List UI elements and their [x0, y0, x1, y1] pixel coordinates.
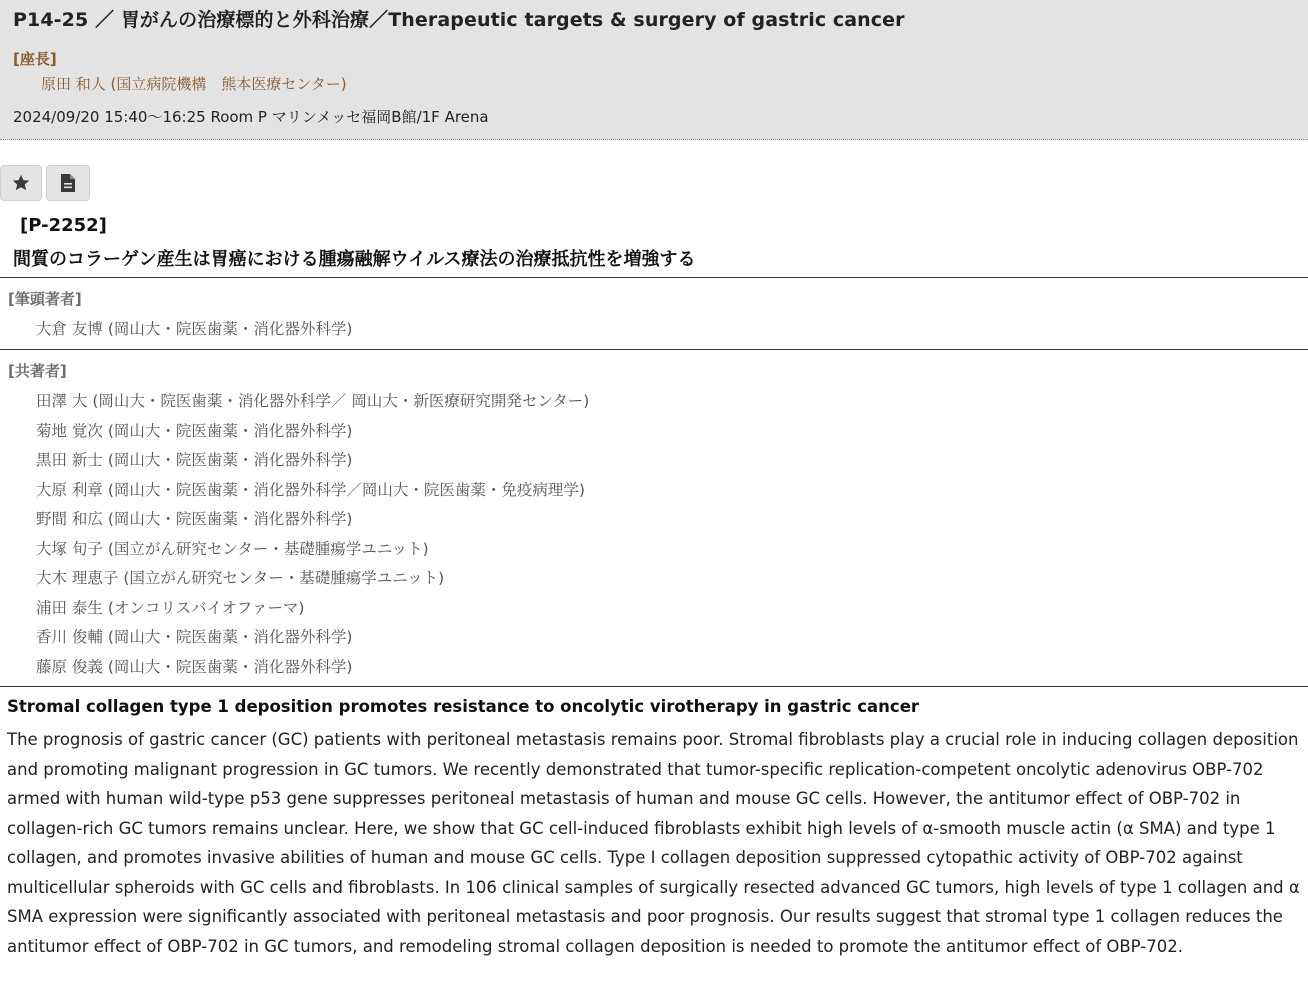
- coauthors-label: [共著者]: [8, 362, 67, 380]
- coauthor-item: 大原 利章 (岡山大・院医歯薬・消化器外科学／岡山大・院医歯薬・免疫病理学): [36, 480, 585, 499]
- poster-title: 間質のコラーゲン産生は胃癌における腫瘍融解ウイルス療法の治療抵抗性を増強する: [13, 249, 696, 270]
- chair-name: 原田 和人 (国立病院機構 熊本医療センター): [41, 75, 347, 93]
- coauthor-item: 浦田 泰生 (オンコリスバイオファーマ): [36, 598, 305, 617]
- coauthor-item: 野間 和広 (岡山大・院医歯薬・消化器外科学): [36, 510, 353, 528]
- document-button[interactable]: [46, 165, 90, 201]
- session-datetime: 2024/09/20 15:40～16:25 Room P マリンメッセ福岡B館/1F Arena: [13, 108, 489, 126]
- divider: [0, 277, 1308, 278]
- favorite-button[interactable]: [0, 165, 42, 201]
- coauthor-item: 香川 俊輔 (岡山大・院医歯薬・消化器外科学): [36, 628, 353, 646]
- coauthor-item: 藤原 俊義 (岡山大・院医歯薬・消化器外科学): [36, 657, 353, 676]
- divider: [0, 686, 1308, 687]
- document-icon: [60, 173, 76, 193]
- poster-id: [P-2252]: [20, 215, 107, 236]
- coauthor-item: 菊地 覚次 (岡山大・院医歯薬・消化器外科学): [36, 421, 353, 440]
- divider: [0, 349, 1308, 350]
- first-author-name: 大倉 友博 (岡山大・院医歯薬・消化器外科学): [36, 320, 353, 338]
- coauthor-item: 黒田 新士 (岡山大・院医歯薬・消化器外科学): [36, 451, 353, 469]
- session-header: [0, 0, 1308, 140]
- abstract-title: Stromal collagen type 1 deposition promotes resistance to oncolytic virotherapy in gastric cancer: [7, 697, 920, 716]
- first-author-label: [筆頭著者]: [8, 290, 82, 308]
- abstract-body: The prognosis of gastric cancer (GC) patients with peritoneal metastasis remains poor. Stromal fibroblasts play a crucial role in inducing collagen deposition and promoting malignant progression in GC tumors. We recently demonstrated that tumor-specific replication-competent oncolytic adenovirus OBP-702 armed with human wild-type p53 gene suppresses peritoneal metastasis of human and mouse GC cells. However, the antitumor effect of OBP-702 in collagen-rich GC tumors remains unclear. Here, we show that GC cell-induced fibroblasts exhibit high levels of α-smooth muscle actin (α SMA) and type 1 collagen, and promotes invasive abilities of human and mouse GC cells. Type I collagen deposition suppressed cytopathic activity of OBP-702 against multicellular spheroids with GC cells and fibroblasts. In 106 clinical samples of surgically resected advanced GC tumors, high levels of type 1 collagen and α SMA expression were significantly associated with peritoneal metastasis and poor prognosis. Our results suggest that stromal type 1 collagen reduces the antitumor effect of OBP-702 in GC tumors, and remodeling stromal collagen deposition is needed to promote the antitumor effect of OBP-702.: [7, 730, 1300, 956]
- chair-label: [座長]: [13, 50, 57, 68]
- coauthor-item: 大木 理恵子 (国立がん研究センター・基礎腫瘍学ユニット): [36, 569, 445, 587]
- coauthor-item: 田澤 大 (岡山大・院医歯薬・消化器外科学／ 岡山大・新医療研究開発センター): [36, 392, 590, 410]
- session-title: P14-25 ／ 胃がんの治療標的と外科治療／Therapeutic targets & surgery of gastric cancer: [13, 9, 905, 31]
- star-icon: [11, 173, 31, 193]
- coauthor-item: 大塚 旬子 (国立がん研究センター・基礎腫瘍学ユニット): [36, 539, 429, 558]
